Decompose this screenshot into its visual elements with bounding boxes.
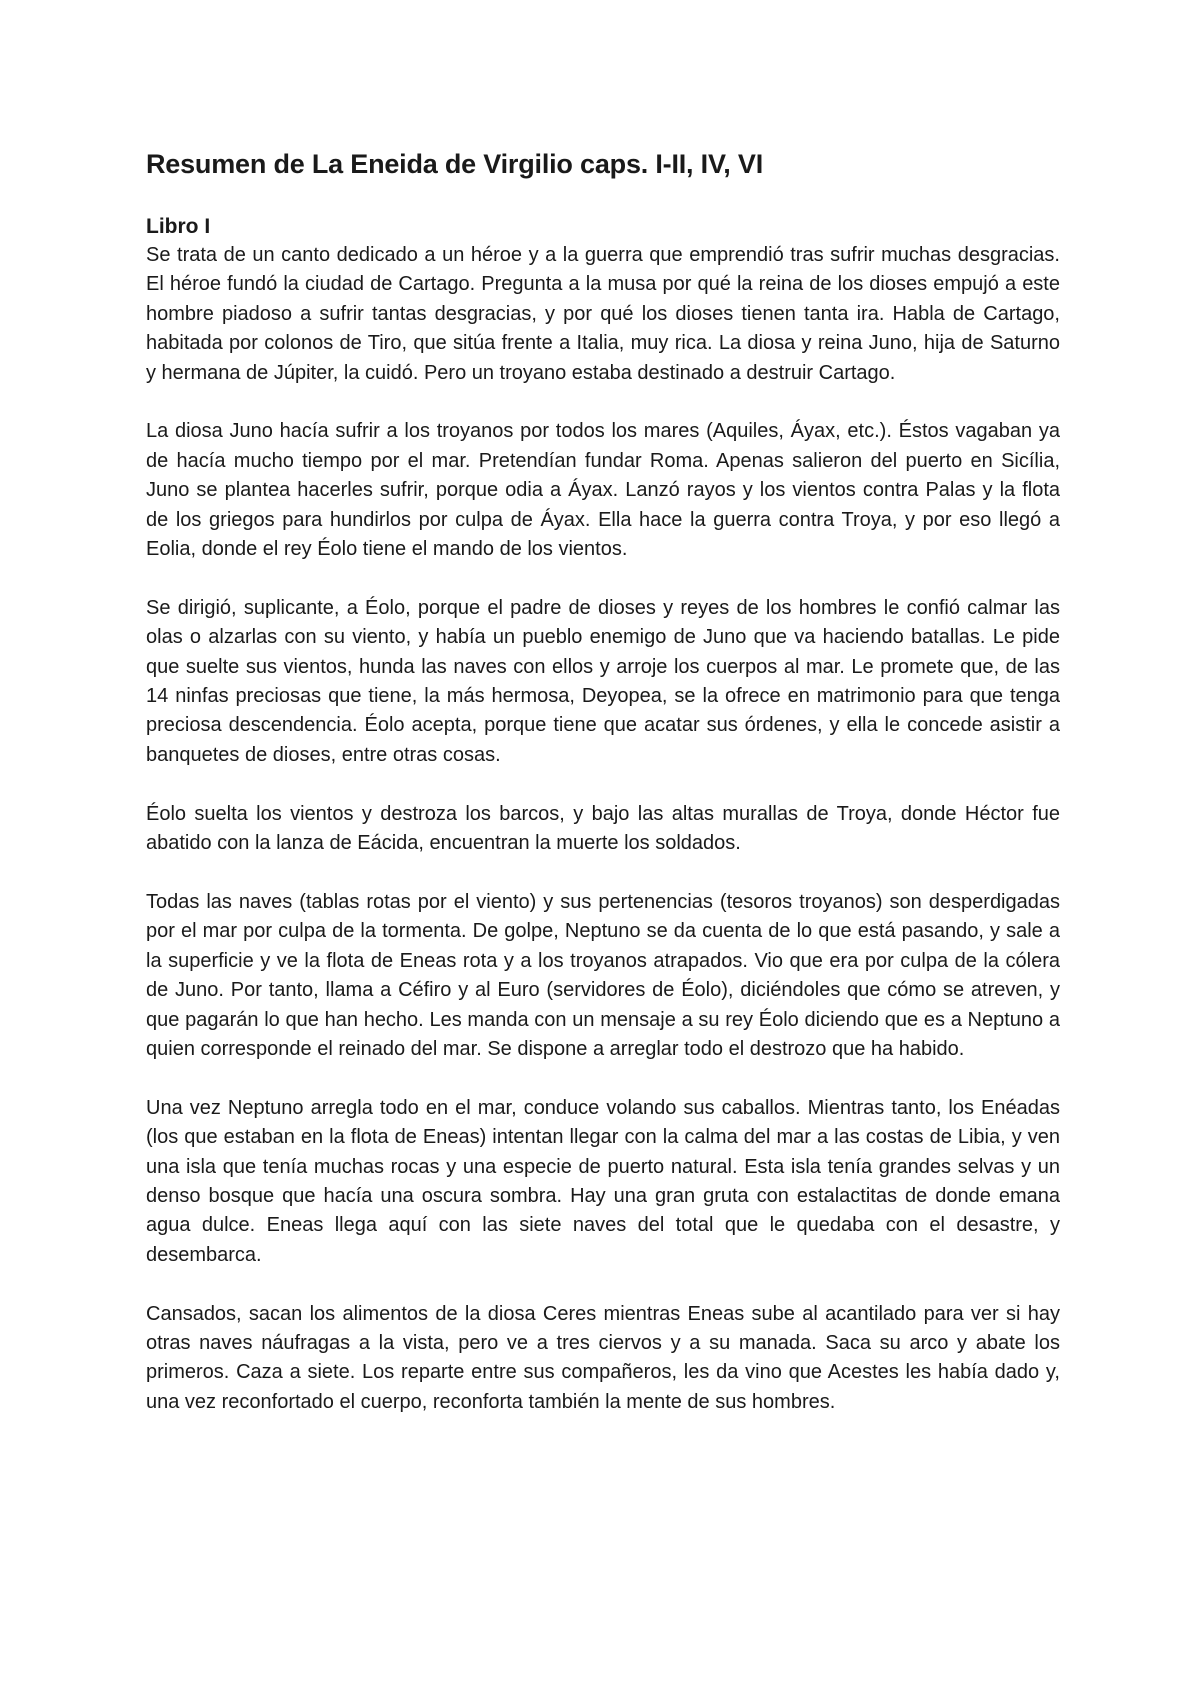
paragraph: Cansados, sacan los alimentos de la diosa Ceres mientras Eneas sube al acantilado para ver si hay otras naves náufragas a la vista, pero ve a tres ciervos y a su manada. Saca su arco y abate los primeros. Caza a siete. Los reparte entre sus compañeros, les da vino que Acestes les había dado y, una vez reconfortado el cuerpo, reconforta también la mente de sus hombres.: [146, 1302, 1060, 1413]
section-libro-1: [146, 212, 1060, 1417]
document-page: [146, 146, 1060, 1447]
paragraph: Todas las naves (tablas rotas por el viento) y sus pertenencias (tesoros troyanos) son desperdigadas por el mar por culpa de la tormenta. De golpe, Neptuno se da cuenta de lo que está pasando, y sale a la superficie y ve la flota de Eneas rota y a los troyanos atrapados. Vio que era por culpa de la cólera de Juno. Por tanto, llama a Céfiro y al Euro (servidores de Éolo), diciéndoles que cómo se atreven, y que pagarán lo que han hecho. Les manda con un mensaje a su rey Éolo diciendo que es a Neptuno a quien corresponde el reinado del mar. Se dispone a arreglar todo el destrozo que ha habido.: [146, 890, 1060, 1060]
section-heading: Libro I: [146, 215, 211, 238]
paragraph: Se dirigió, suplicante, a Éolo, porque el padre de dioses y reyes de los hombres le confió calmar las olas o alzarlas con su viento, y había un pueblo enemigo de Juno que va haciendo batallas. Le pide que suelte sus vientos, hunda las naves con ellos y arroje los cuerpos al mar. Le promete que, de las 14 ninfas preciosas que tiene, la más hermosa, Deyopea, se la ofrece en matrimonio para que tenga preciosa descendencia. Éolo acepta, porque tiene que acatar sus órdenes, y ella le concede asistir a banquetes de dioses, entre otras cosas.: [146, 596, 1060, 766]
paragraph: Una vez Neptuno arregla todo en el mar, conduce volando sus caballos. Mientras tanto, los Enéadas (los que estaban en la flota de Eneas) intentan llegar con la calma del mar a las costas de Libia, y ven una isla que tenía muchas rocas y una especie de puerto natural. Esta isla tenía grandes selvas y un denso bosque que hacía una oscura sombra. Hay una gran gruta con estalactitas de donde emana agua dulce. Eneas llega aquí con las siete naves del total que le quedaba con el desastre, y desembarca.: [146, 1096, 1060, 1266]
paragraph: La diosa Juno hacía sufrir a los troyanos por todos los mares (Aquiles, Áyax, etc.). Éstos vagaban ya de hacía mucho tiempo por el mar. Pretendían fundar Roma. Apenas salieron del puerto en Sicília, Juno se plantea hacerles sufrir, porque odia a Áyax. Lanzó rayos y los vientos contra Palas y la flota de los griegos para hundirlos por culpa de Áyax. Ella hace la guerra contra Troya, y por eso llegó a Eolia, donde el rey Éolo tiene el mando de los vientos.: [146, 420, 1060, 561]
document-title: Resumen de La Eneida de Virgilio caps. I-II, IV, VI: [146, 149, 764, 179]
paragraph: Éolo suelta los vientos y destroza los barcos, y bajo las altas murallas de Troya, donde Héctor fue abatido con la lanza de Eácida, encuentran la muerte los soldados.: [146, 802, 1060, 855]
paragraph: Se trata de un canto dedicado a un héroe y a la guerra que emprendió tras sufrir muchas desgracias. El héroe fundó la ciudad de Cartago. Pregunta a la musa por qué la reina de los dioses empujó a este hombre piadoso a sufrir tantas desgracias, y por qué los dioses tienen tanta ira. Habla de Cartago, habitada por colonos de Tiro, que sitúa frente a Italia, muy rica. La diosa y reina Juno, hija de Saturno y hermana de Júpiter, la cuidó. Pero un troyano estaba destinado a destruir Cartago.: [146, 244, 1060, 384]
